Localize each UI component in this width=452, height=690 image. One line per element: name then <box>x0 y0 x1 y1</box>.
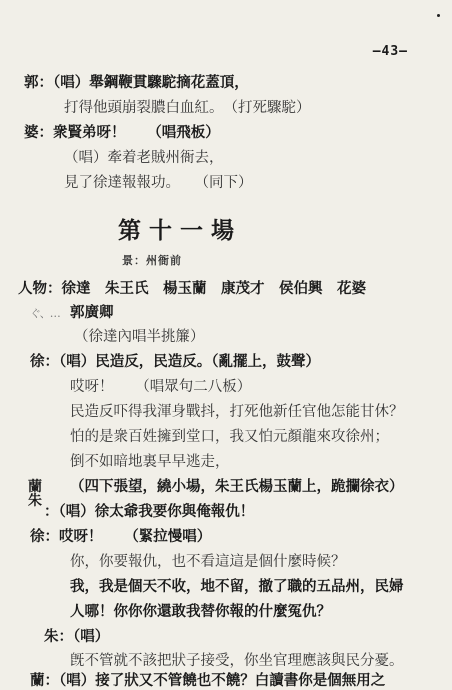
cast-line <box>18 280 366 298</box>
scene-title: 第十一場 <box>118 217 242 244</box>
text-line: 見了徐達報報功。 （同下） <box>64 175 253 191</box>
role-marker: 朱 <box>28 493 42 509</box>
text-line: 蘭：（唱）接了狀又不管饒也不饒？白讀書你是個無用之 <box>30 672 386 689</box>
text-line: 郭：（唱）舉鋼鞭貫驟駝摘花蓋頂， <box>24 74 249 91</box>
cast-names: 徐達 朱王氏 楊玉蘭 康茂才 侯伯興 花婆 <box>61 280 366 297</box>
text-line: 徐：（唱）民造反，民造反。（亂擺上，鼓聲） <box>30 353 320 370</box>
ink-smudge: ぐ、… <box>30 307 60 320</box>
text-line: 倒不如暗地裏早早逃走， <box>70 454 230 470</box>
page-number: —43— <box>372 44 408 59</box>
role-marker: 蘭 <box>28 479 42 495</box>
stage-direction: （徐達內唱半挑簾） <box>74 329 205 345</box>
scene-setting: 景：州衙前 <box>122 254 182 267</box>
text-line: 旣不管就不該把狀子接受，你坐官理應該與民分憂。 <box>70 653 404 669</box>
text-line: 徐：哎呀！ （緊拉慢唱） <box>30 528 212 545</box>
cast-label: 人物： <box>18 280 62 297</box>
text-line: 朱：（唱） <box>44 628 110 645</box>
text-line: 你，你要報仇，也不看這這是個什麼時候？ <box>70 554 346 570</box>
text-line: ：（唱）徐太爺我要你與俺報仇！ <box>44 503 255 520</box>
text-line: （唱）牽着老賊州衙去， <box>64 150 224 166</box>
text-line: 打得他頭崩裂膿白血紅。 （打死驟駝） <box>64 100 311 116</box>
text-line: 怕的是衆百姓擁到堂口，我又怕元顏龍來攻徐州； <box>70 429 389 445</box>
speck-mark <box>437 14 440 17</box>
text-line: （四下張望，繞小場，朱王氏楊玉蘭上，跪攔徐衣） <box>70 478 404 495</box>
text-line: 婆：衆賢弟呀！ （唱飛板） <box>24 124 220 141</box>
cast-extra: 郭廣卿 <box>70 304 114 321</box>
stacked-role-markers <box>28 480 42 508</box>
text-line: 人哪！你你你還敢我替你報的什麼冤仇？ <box>70 603 331 620</box>
text-line: 民造反吓得我渾身戰抖，打死他新任官他怎能甘休？ <box>70 404 404 420</box>
text-line: 哎呀！ （唱眾句二八板） <box>70 379 252 395</box>
text-line: 我，我是個天不收，地不留，撤了職的五品州，民婦 <box>70 578 404 595</box>
